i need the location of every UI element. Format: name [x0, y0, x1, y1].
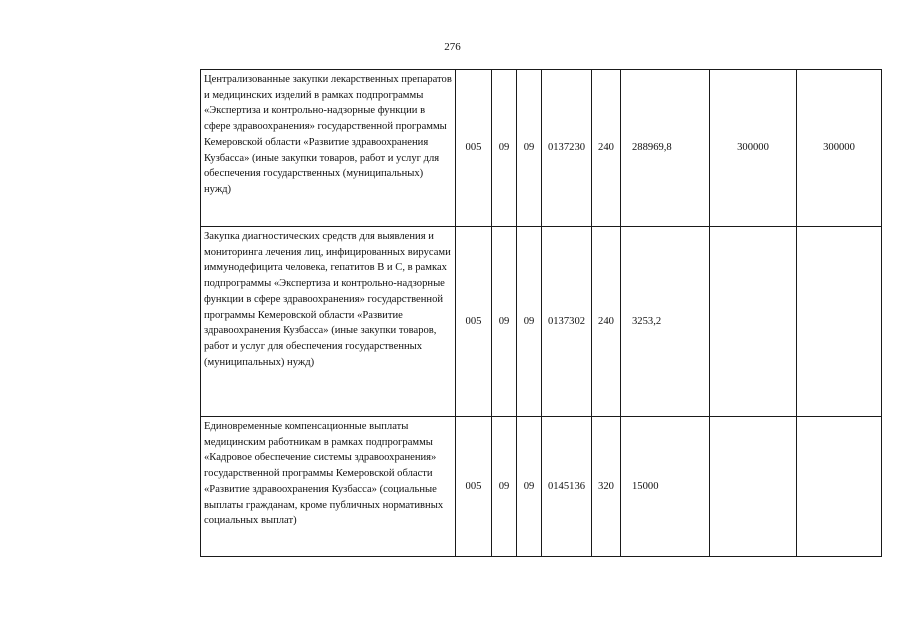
row-description: Закупка диагностических средств для выявления и мониторинга лечения лиц, инфицированных вирусами иммунодефицита человека, гепатитов В и С, в рамках подпрограммы «Экспертиза и контрольно-надзорные функции в сфере здравоохранения» государственной программы Кемеровской области «Развитие здравоохранения Кузбасса» (иные закупки товаров, работ и услуг для обеспечения государственных (муниципальных) нужд) — [201, 227, 456, 417]
table-row — [201, 227, 882, 417]
ministry-code: 005 — [456, 417, 492, 557]
section-code: 09 — [492, 227, 517, 417]
target-article-code: 0137230 — [542, 70, 592, 227]
budget-table — [200, 69, 882, 557]
row-description: Централизованные закупки лекарственных препаратов и медицинских изделий в рамках подпрограммы «Экспертиза и контрольно-надзорные функции в сфере здравоохранения» государственной программы Кемеровской области «Развитие здравоохранения Кузбасса» (иные закупки товаров, работ и услуг для обеспечения государственных (муниципальных) нужд) — [201, 70, 456, 227]
ministry-code: 005 — [456, 227, 492, 417]
amount-year-3 — [797, 417, 882, 557]
ministry-code: 005 — [456, 70, 492, 227]
table-row — [201, 417, 882, 557]
section-code: 09 — [492, 417, 517, 557]
target-article-code: 0145136 — [542, 417, 592, 557]
amount-year-2 — [710, 417, 797, 557]
amount-year-1: 3253,2 — [621, 227, 710, 417]
page-number: 276 — [444, 41, 461, 53]
row-description: Единовременные компенсационные выплаты медицинским работникам в рамках подпрограммы «Кадровое обеспечение системы здравоохранения» государственной программы Кемеровской области «Развитие здравоохранения Кузбасса» (социальные выплаты гражданам, кроме публичных нормативных социальных выплат) — [201, 417, 456, 557]
amount-year-1: 288969,8 — [621, 70, 710, 227]
subsection-code: 09 — [517, 70, 542, 227]
table-row — [201, 70, 882, 227]
expense-type-code: 240 — [592, 227, 621, 417]
amount-year-1: 15000 — [621, 417, 710, 557]
amount-year-3: 300000 — [797, 70, 882, 227]
subsection-code: 09 — [517, 417, 542, 557]
subsection-code: 09 — [517, 227, 542, 417]
amount-year-2: 300000 — [710, 70, 797, 227]
amount-year-3 — [797, 227, 882, 417]
amount-year-2 — [710, 227, 797, 417]
expense-type-code: 320 — [592, 417, 621, 557]
target-article-code: 0137302 — [542, 227, 592, 417]
expense-type-code: 240 — [592, 70, 621, 227]
section-code: 09 — [492, 70, 517, 227]
